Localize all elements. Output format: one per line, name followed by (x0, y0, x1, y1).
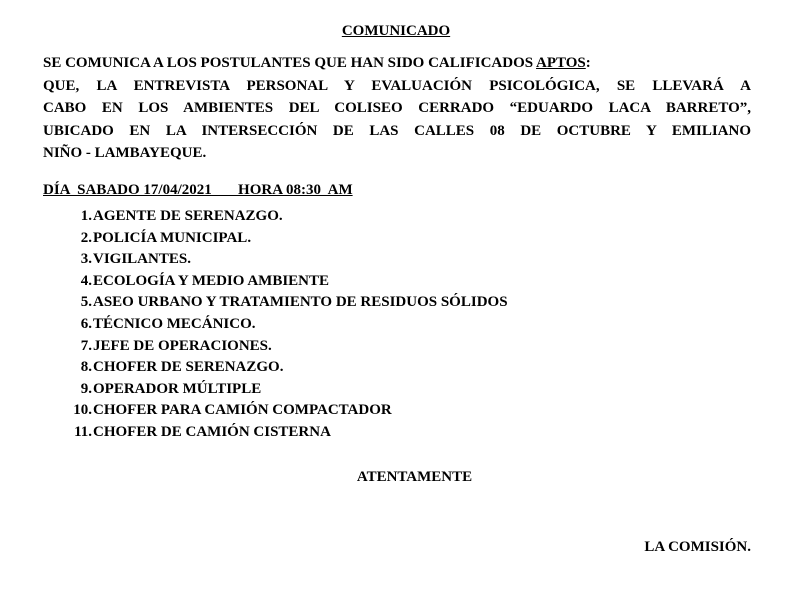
list-item-number: 1. (80, 208, 92, 224)
positions-list (55, 206, 508, 444)
intro-line-2: QUE, LA ENTREVISTA PERSONAL Y EVALUACIÓN PSICOLÓGICA, SE LLEVARÁ A (43, 77, 751, 94)
list-item (55, 379, 508, 401)
schedule-line: DÍA SABADO 17/04/2021 HORA 08:30 AM (43, 182, 353, 198)
list-item (55, 357, 508, 379)
intro-line-4: UBICADO EN LA INTERSECCIÓN DE LAS CALLES 08 DE OCTUBRE Y EMILIANO (43, 122, 751, 139)
list-item (55, 206, 508, 228)
list-item-label: CHOFER DE CAMIÓN CISTERNA (93, 423, 331, 440)
list-item-label: JEFE DE OPERACIONES. (93, 337, 272, 354)
list-item-number: 9. (80, 380, 92, 397)
list-item-label: AGENTE DE SERENAZGO. (93, 208, 283, 224)
closing-text: ATENTAMENTE (356, 469, 473, 485)
list-item (55, 292, 508, 314)
list-item-number: 6. (80, 315, 92, 332)
list-item-label: POLICÍA MUNICIPAL. (93, 229, 252, 246)
list-item-number: 4. (80, 272, 92, 289)
list-item-number: 8. (80, 359, 92, 376)
list-item (55, 336, 508, 358)
list-item-number: 11. (74, 423, 92, 440)
list-item (55, 249, 508, 271)
list-item-number: 10. (73, 402, 92, 419)
list-item-number: 2. (80, 229, 92, 246)
signature-text: LA COMISIÓN. (644, 539, 751, 555)
intro-paragraph (43, 52, 751, 165)
intro-line-3: CABO EN LOS AMBIENTES DEL COLISEO CERRADO “EDUARDO LACA BARRETO”, (43, 100, 751, 116)
list-item-label: VIGILANTES. (93, 251, 191, 268)
document-title: COMUNICADO (341, 23, 451, 39)
intro-line-1-colon: : (585, 55, 591, 71)
aptos-word: APTOS (536, 55, 586, 71)
list-item (55, 400, 508, 422)
intro-line-1-text: SE COMUNICA A LOS POSTULANTES QUE HAN SIDO CALIFICADOS (43, 55, 537, 71)
list-item (55, 271, 508, 293)
intro-line-5: NIÑO - LAMBAYEQUE. (43, 145, 207, 161)
list-item-number: 3. (80, 251, 92, 268)
list-item-label: CHOFER PARA CAMIÓN COMPACTADOR (93, 402, 392, 419)
list-item (55, 314, 508, 336)
list-item-label: CHOFER DE SERENAZGO. (93, 359, 284, 376)
list-item-label: ASEO URBANO Y TRATAMIENTO DE RESIDUOS SÓLIDOS (93, 294, 508, 311)
list-item-number: 5. (80, 294, 92, 311)
list-item (55, 422, 508, 444)
list-item-label: ECOLOGÍA Y MEDIO AMBIENTE (93, 272, 330, 289)
list-item-number: 7. (80, 337, 92, 354)
list-item-label: OPERADOR MÚLTIPLE (93, 380, 262, 397)
list-item-label: TÉCNICO MECÁNICO. (93, 315, 256, 332)
intro-line-1 (43, 52, 751, 75)
list-item (55, 228, 508, 250)
